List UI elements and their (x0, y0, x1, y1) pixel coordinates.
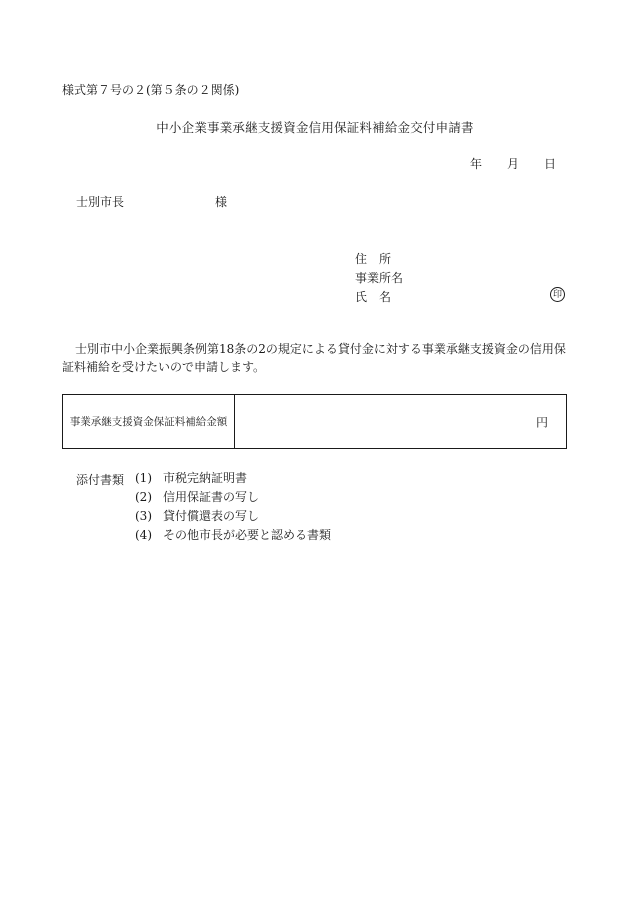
addressee-name: 士別市長 (76, 195, 125, 209)
attachment-text: その他市長が必要と認める書類 (163, 528, 332, 542)
attachment-text: 信用保証書の写し (163, 490, 260, 504)
attachments-list (135, 471, 331, 547)
attachment-number: (4) (135, 528, 152, 542)
address-label: 住所 (355, 252, 404, 266)
date-row (470, 155, 556, 172)
application-statement: 士別市中小企業振興条例第18条の2の規定による貸付金に対する事業承継支援資金の信用保証料補給を受けたいので申請します。 (62, 342, 566, 374)
attachment-item (135, 490, 331, 509)
attachments-label: 添付書類 (76, 473, 125, 487)
attachment-item (135, 471, 331, 490)
business-name-label: 事業所名 (355, 271, 404, 285)
attachment-number: (1) (135, 471, 152, 485)
attachment-number: (3) (135, 509, 152, 523)
attachment-text: 貸付償還表の写し (163, 509, 260, 523)
date-year-label: 年 (470, 157, 483, 171)
attachment-item (135, 528, 331, 547)
name-label: 氏名 (355, 290, 404, 304)
document-title: 中小企業事業承継支援資金信用保証料補給金交付申請書 (156, 120, 474, 135)
addressee-suffix: 様 (215, 195, 228, 209)
amount-unit: 円 (535, 415, 548, 429)
form-number: 様式第７号の２(第５条の２関係) (62, 83, 240, 97)
seal-mark: 印 (550, 287, 565, 302)
amount-label: 事業承継支援資金保証料補給金額 (63, 395, 235, 448)
applicant-block (355, 250, 403, 307)
attachment-text: 市税完納証明書 (163, 471, 248, 485)
date-day-label: 日 (544, 157, 557, 171)
amount-table (62, 394, 567, 449)
date-month-label: 月 (507, 157, 520, 171)
amount-value-cell[interactable] (235, 395, 566, 448)
attachment-number: (2) (135, 490, 152, 504)
attachment-item (135, 509, 331, 528)
